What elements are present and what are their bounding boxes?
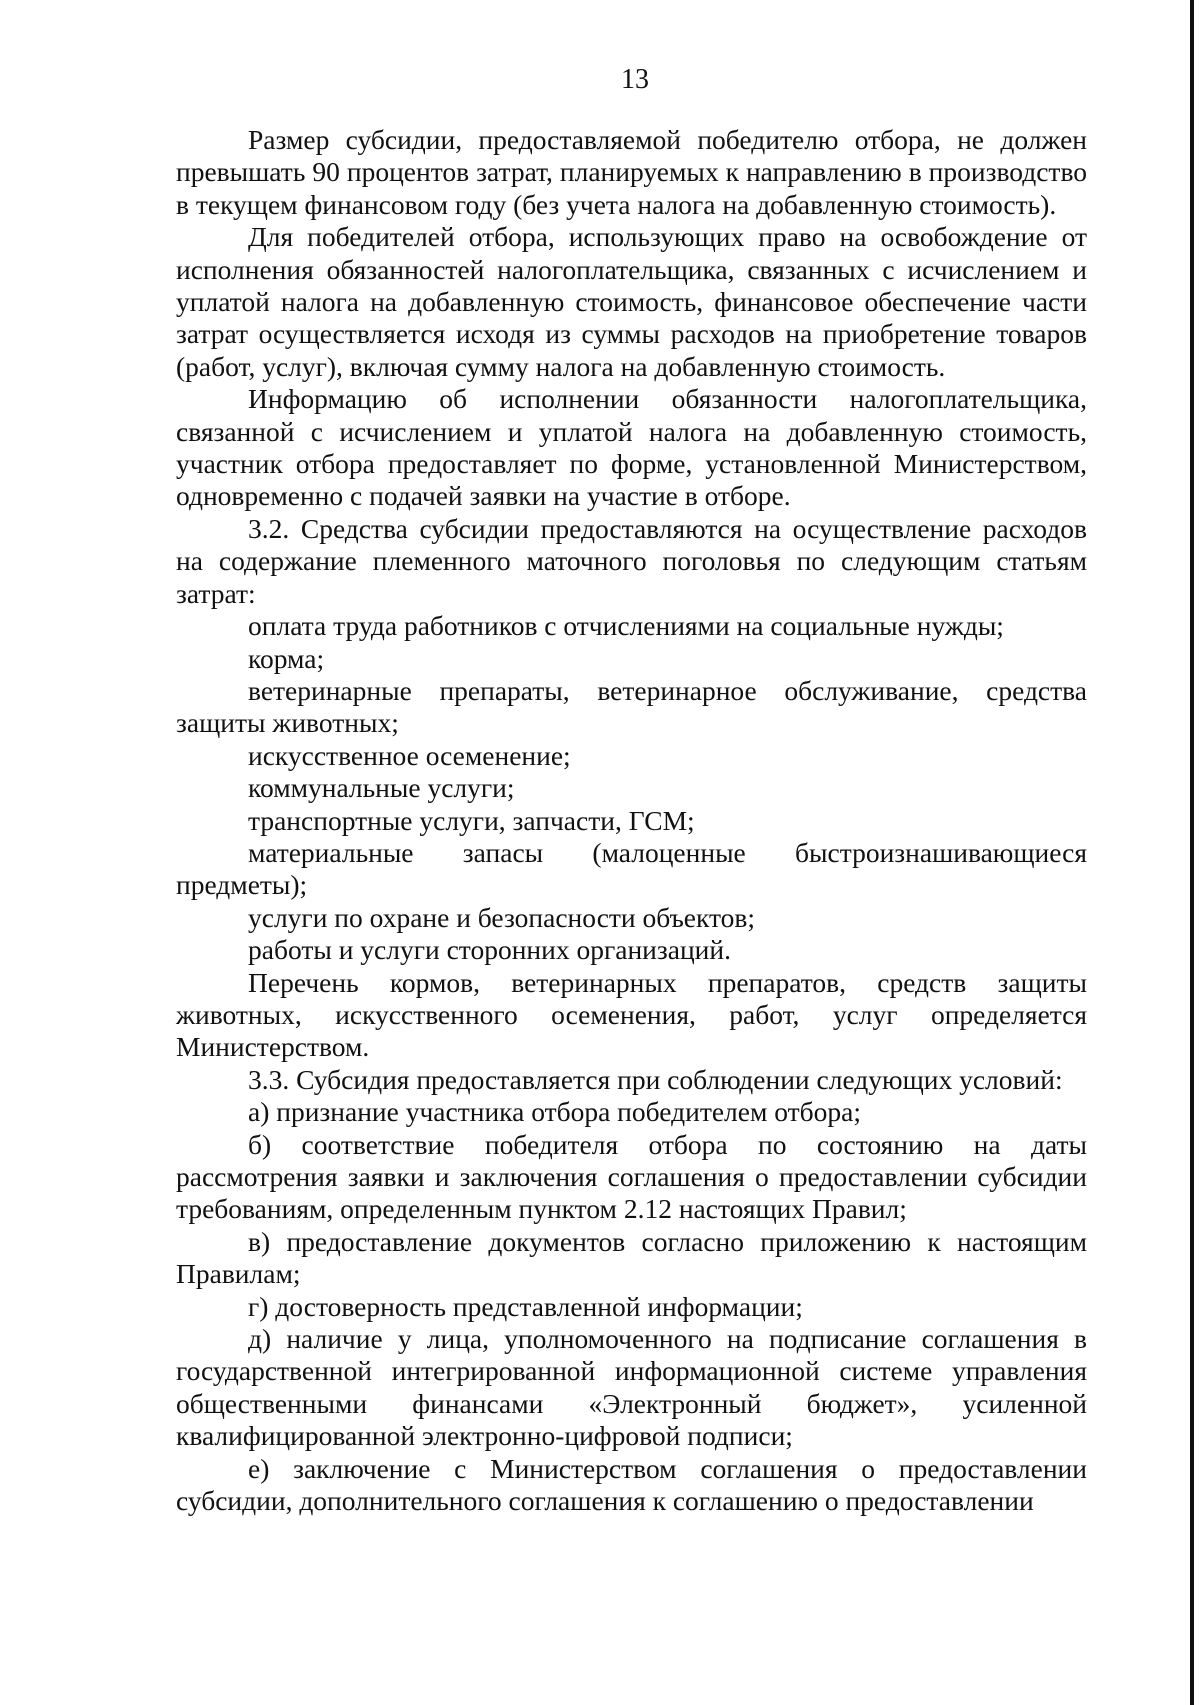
list-item-veterinary: ветеринарные препараты, ветеринарное обслуживание, средства защиты животных; — [176, 674, 1087, 739]
page-number: 13 — [621, 64, 649, 95]
list-item-labor: оплата труда работников с отчислениями на социальные нужды; — [248, 610, 1004, 642]
list-item-utilities: коммунальные услуги; — [248, 772, 515, 804]
paragraph-list-defined: Перечень кормов, ветеринарных препаратов, средств защиты животных, искусственного осеменения, работ, услуг определяется Министерством. — [176, 966, 1087, 1063]
condition-d: д) наличие у лица, уполномоченного на подписание соглашения в государственной интегрированной информационной системе управления общественными финансами «Электронный бюджет», усиленной квалифицированной электронно-цифровой подписи; — [176, 1323, 1087, 1452]
list-item-feed: корма; — [248, 642, 325, 674]
condition-a: а) признание участника отбора победителем отбора; — [248, 1096, 861, 1128]
condition-v: в) предоставление документов согласно приложению к настоящим Правилам; — [176, 1225, 1087, 1290]
list-item-insemination: искусственное осеменение; — [248, 739, 571, 771]
condition-b: б) соответствие победителя отбора по состоянию на даты рассмотрения заявки и заключения соглашения о предоставлении субсидии требованиям, определенным пунктом 2.12 настоящих Правил; — [176, 1128, 1087, 1225]
condition-g: г) достоверность представленной информации; — [248, 1290, 803, 1322]
paragraph-vat-exemption: Для победителей отбора, использующих право на освобождение от исполнения обязанностей налогоплательщика, связанных с исчислением и уплатой налога на добавленную стоимость, финансовое обеспечение части затрат осуществляется исходя из суммы расходов на приобретение товаров (работ, услуг), включая сумму налога на добавленную стоимость. — [176, 221, 1087, 382]
list-item-transport: транспортные услуги, запчасти, ГСМ; — [248, 804, 695, 836]
condition-e: е) заключение с Министерством соглашения о предоставлении субсидии, дополнительного соглашения к соглашению о предоставлении — [176, 1452, 1087, 1517]
paragraph-subsidy-size: Размер субсидии, предоставляемой победителю отбора, не должен превышать 90 процентов затрат, планируемых к направлению в производство в текущем финансовом году (без учета налога на добавленную стоимость). — [176, 124, 1087, 220]
paragraph-taxpayer-info: Информацию об исполнении обязанности налогоплательщика, связанной с исчислением и уплатой налога на добавленную стоимость, участник отбора предоставляет по форме, установленной Министерством, одновременно с подачей заявки на участие в отборе. — [176, 383, 1087, 512]
body-text — [176, 124, 1087, 1517]
list-item-security: услуги по охране и безопасности объектов; — [248, 901, 756, 933]
list-item-materials: материальные запасы (малоценные быстроизнашивающиеся предметы); — [176, 836, 1087, 901]
paragraph-section-3-3: 3.3. Субсидия предоставляется при соблюдении следующих условий: — [248, 1063, 1063, 1095]
list-item-third-party: работы и услуги сторонних организаций. — [248, 934, 731, 966]
paragraph-section-3-2: 3.2. Средства субсидии предоставляются на осуществление расходов на содержание племенного маточного поголовья по следующим статьям затрат: — [176, 512, 1087, 609]
scan-edge-line — [1190, 0, 1194, 1705]
